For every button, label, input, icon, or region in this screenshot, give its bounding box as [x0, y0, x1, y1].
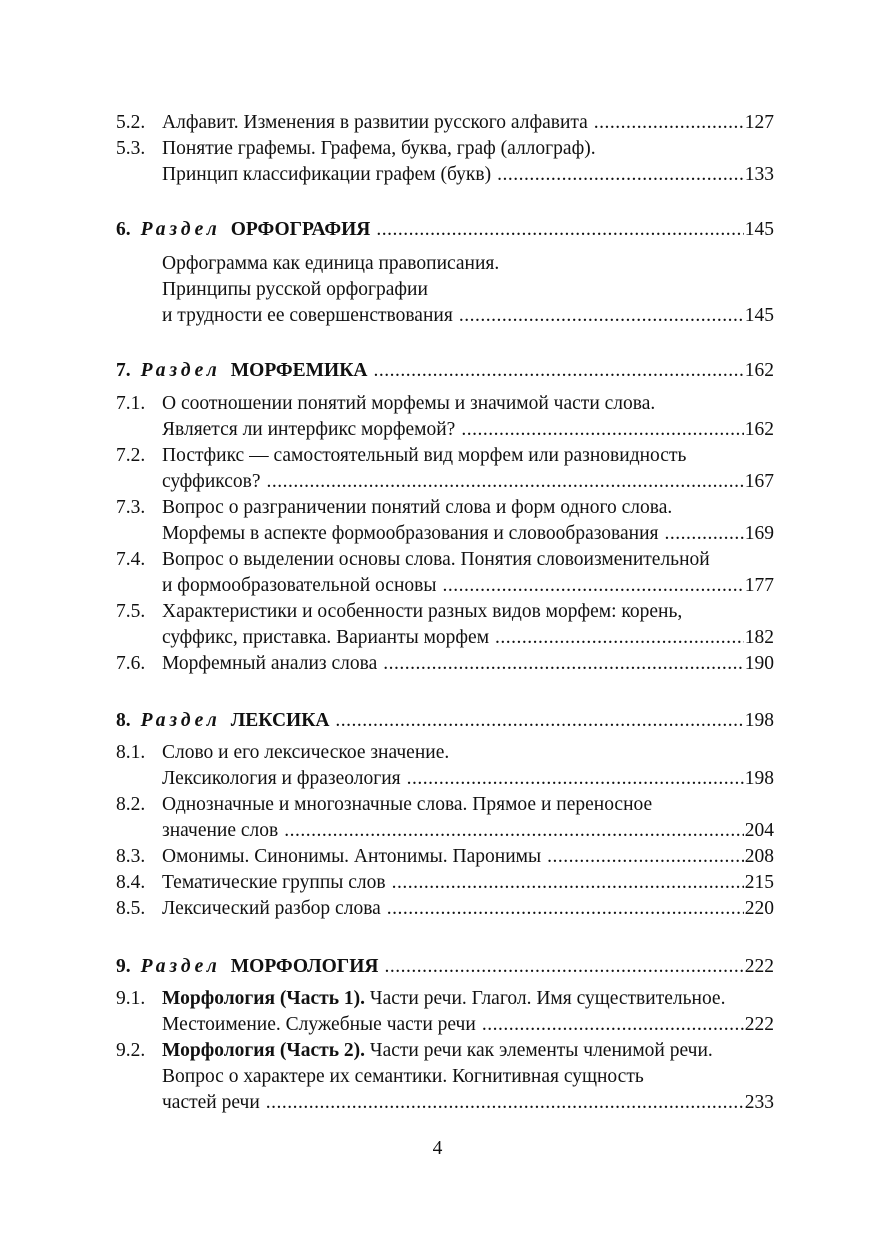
entry-text-wrap — [162, 162, 491, 188]
page-ref: 145 — [744, 305, 774, 326]
dot-leader — [266, 1090, 744, 1116]
toc-entry — [116, 1038, 774, 1116]
entry-text: Вопрос о характере их семантики. Когнитивная сущность — [162, 1066, 644, 1087]
toc-entry — [116, 792, 774, 844]
entry-text: Является ли интерфикс морфемой? — [162, 419, 456, 440]
entry-number: 7.3. — [116, 497, 146, 518]
entry-text-wrap — [162, 110, 588, 136]
entry-line — [162, 162, 774, 188]
section-heading — [116, 708, 774, 734]
entry-line — [162, 136, 774, 162]
entry-text-wrap — [162, 469, 261, 495]
table-of-contents — [116, 110, 774, 1116]
entry-line — [162, 469, 774, 495]
page-ref: 133 — [744, 164, 774, 185]
entry-line — [162, 443, 774, 469]
page-ref: 127 — [744, 112, 774, 133]
entry-line — [162, 1012, 774, 1038]
page-ref: 204 — [744, 820, 774, 841]
dot-leader — [482, 1012, 744, 1038]
section-word: Раздел — [140, 956, 221, 977]
toc-entry — [116, 896, 774, 922]
page-ref: 177 — [744, 575, 774, 596]
section-word: Раздел — [140, 360, 221, 381]
entry-number: 7.4. — [116, 549, 146, 570]
section-heading — [116, 954, 774, 980]
dot-leader — [407, 766, 744, 792]
entry-line — [162, 1038, 774, 1064]
entry-text: Местоимение. Служебные части речи — [162, 1014, 476, 1035]
page-ref: 208 — [744, 846, 774, 867]
section-number: 7. — [116, 360, 131, 381]
entry-text: Тематические группы слов — [162, 872, 386, 893]
entry-text-wrap — [162, 303, 453, 329]
toc-entry — [116, 986, 774, 1038]
entry-line — [162, 251, 774, 277]
entry-line — [162, 1064, 774, 1090]
page-ref: 145 — [744, 219, 774, 240]
section-heading — [116, 217, 774, 243]
dot-leader — [547, 844, 744, 870]
entry-line — [162, 625, 774, 651]
entry-line — [162, 844, 774, 870]
section-word: Раздел — [140, 710, 221, 731]
entry-number: 7.2. — [116, 445, 146, 466]
section-number: 8. — [116, 710, 131, 731]
entry-text: Слово и его лексическое значение. — [162, 742, 450, 763]
entry-line — [162, 1090, 774, 1116]
entry-text: Лексический разбор слова — [162, 898, 381, 919]
entry-line — [162, 521, 774, 547]
entry-text: Вопрос о выделении основы слова. Понятия словоизменительной — [162, 549, 710, 570]
entry-text: Омонимы. Синонимы. Антонимы. Паронимы — [162, 846, 542, 867]
entry-number: 7.6. — [116, 653, 146, 674]
entry-text: Части речи. Глагол. Имя существительное. — [369, 988, 726, 1009]
dot-leader — [497, 162, 744, 188]
entry-text: Алфавит. Изменения в развитии русского алфавита — [162, 112, 588, 133]
entry-text: Морфемный анализ слова — [162, 653, 378, 674]
entry-line — [162, 495, 774, 521]
section-number: 6. — [116, 219, 131, 240]
entry-bold-lead: Морфология (Часть 1). — [162, 988, 366, 1009]
page-ref: 198 — [744, 710, 774, 731]
entry-line — [162, 417, 774, 443]
entry-number: 8.3. — [116, 846, 146, 867]
section-title: МОРФОЛОГИЯ — [230, 956, 379, 977]
page-ref: 190 — [744, 653, 774, 674]
entry-text-wrap — [162, 1090, 260, 1116]
page-ref: 198 — [744, 768, 774, 789]
section-word: Раздел — [140, 219, 221, 240]
toc-entry — [116, 110, 774, 136]
dot-leader — [373, 358, 743, 384]
entry-text-wrap — [162, 870, 386, 896]
page-ref: 215 — [744, 872, 774, 893]
page-ref: 233 — [744, 1092, 774, 1113]
dot-leader — [376, 217, 743, 243]
section-title: ЛЕКСИКА — [230, 710, 330, 731]
dot-leader — [392, 870, 744, 896]
entry-text: Однозначные и многозначные слова. Прямое и переносное — [162, 794, 653, 815]
dot-leader — [335, 708, 743, 734]
entry-text: суффикс, приставка. Варианты морфем — [162, 627, 490, 648]
entry-line — [162, 651, 774, 677]
page-ref: 222 — [744, 956, 774, 977]
entry-text: и формообразовательной основы — [162, 575, 437, 596]
page-ref: 167 — [744, 471, 774, 492]
toc-entry — [116, 651, 774, 677]
entry-number: 8.2. — [116, 794, 146, 815]
entry-line — [162, 599, 774, 625]
entry-number: 9.2. — [116, 1040, 146, 1061]
entry-text: частей речи — [162, 1092, 260, 1113]
entry-text: Части речи как элементы членимой речи. — [369, 1040, 713, 1061]
entry-text-wrap — [162, 844, 541, 870]
dot-leader — [384, 954, 743, 980]
entry-text-wrap — [162, 766, 401, 792]
toc-entry — [116, 251, 774, 329]
entry-text-wrap — [162, 896, 381, 922]
entry-number: 5.2. — [116, 112, 146, 133]
entry-text: Понятие графемы. Графема, буква, граф (аллограф). — [162, 138, 596, 159]
page-ref: 222 — [744, 1014, 774, 1035]
entry-line — [162, 573, 774, 599]
entry-text: Характеристики и особенности разных видов морфем: корень, — [162, 601, 683, 622]
dot-leader — [594, 110, 744, 136]
entry-text-wrap — [162, 625, 489, 651]
page-ref: 182 — [744, 627, 774, 648]
page-ref: 162 — [744, 360, 774, 381]
dot-leader — [461, 417, 743, 443]
entry-line — [162, 870, 774, 896]
page-ref: 169 — [744, 523, 774, 544]
entry-text: Принципы русской орфографии — [162, 279, 428, 300]
page-ref: 220 — [744, 898, 774, 919]
entry-line — [162, 277, 774, 303]
entry-number: 8.5. — [116, 898, 146, 919]
entry-number: 7.5. — [116, 601, 146, 622]
section-number: 9. — [116, 956, 131, 977]
page-ref: 162 — [744, 419, 774, 440]
entry-line — [162, 792, 774, 818]
dot-leader — [459, 303, 744, 329]
entry-line — [162, 766, 774, 792]
entry-number: 8.4. — [116, 872, 146, 893]
entry-line — [162, 818, 774, 844]
entry-number: 9.1. — [116, 988, 146, 1009]
toc-entry — [116, 443, 774, 495]
dot-leader — [383, 651, 744, 677]
entry-text: значение слов — [162, 820, 279, 841]
entry-line — [162, 896, 774, 922]
entry-text: Принцип классификации графем (букв) — [162, 164, 492, 185]
entry-line — [162, 303, 774, 329]
toc-entry — [116, 136, 774, 188]
entry-line — [162, 391, 774, 417]
page-number: 4 — [432, 1138, 443, 1159]
toc-entry — [116, 599, 774, 651]
toc-entry — [116, 844, 774, 870]
entry-text-wrap — [162, 818, 278, 844]
section-title: МОРФЕМИКА — [230, 360, 368, 381]
dot-leader — [665, 521, 744, 547]
entry-number: 7.1. — [116, 393, 146, 414]
toc-entry — [116, 547, 774, 599]
dot-leader — [284, 818, 744, 844]
entry-line — [162, 740, 774, 766]
entry-text: и трудности ее совершенствования — [162, 305, 453, 326]
entry-text: суффиксов? — [162, 471, 261, 492]
dot-leader — [387, 896, 744, 922]
section-title: ОРФОГРАФИЯ — [230, 219, 371, 240]
entry-line — [162, 547, 774, 573]
toc-entry — [116, 870, 774, 896]
entry-text: Орфограмма как единица правописания. — [162, 253, 500, 274]
entry-text: Постфикс — самостоятельный вид морфем или разновидность — [162, 445, 687, 466]
entry-text: О соотношении понятий морфемы и значимой части слова. — [162, 393, 656, 414]
entry-line — [162, 986, 774, 1012]
toc-entry — [116, 740, 774, 792]
entry-text-wrap — [162, 521, 659, 547]
entry-text: Лексикология и фразеология — [162, 768, 401, 789]
entry-bold-lead: Морфология (Часть 2). — [162, 1040, 366, 1061]
section-heading — [116, 358, 774, 384]
entry-number: 5.3. — [116, 138, 146, 159]
toc-entry — [116, 495, 774, 547]
entry-number: 8.1. — [116, 742, 146, 763]
toc-entry — [116, 391, 774, 443]
dot-leader — [442, 573, 743, 599]
entry-text: Вопрос о разграничении понятий слова и форм одного слова. — [162, 497, 673, 518]
entry-text: Морфемы в аспекте формообразования и словообразования — [162, 523, 659, 544]
entry-text-wrap — [162, 1012, 476, 1038]
dot-leader — [267, 469, 744, 495]
entry-line — [162, 110, 774, 136]
entry-text-wrap — [162, 573, 436, 599]
entry-text-wrap — [162, 417, 455, 443]
entry-text-wrap — [162, 651, 377, 677]
dot-leader — [495, 625, 744, 651]
